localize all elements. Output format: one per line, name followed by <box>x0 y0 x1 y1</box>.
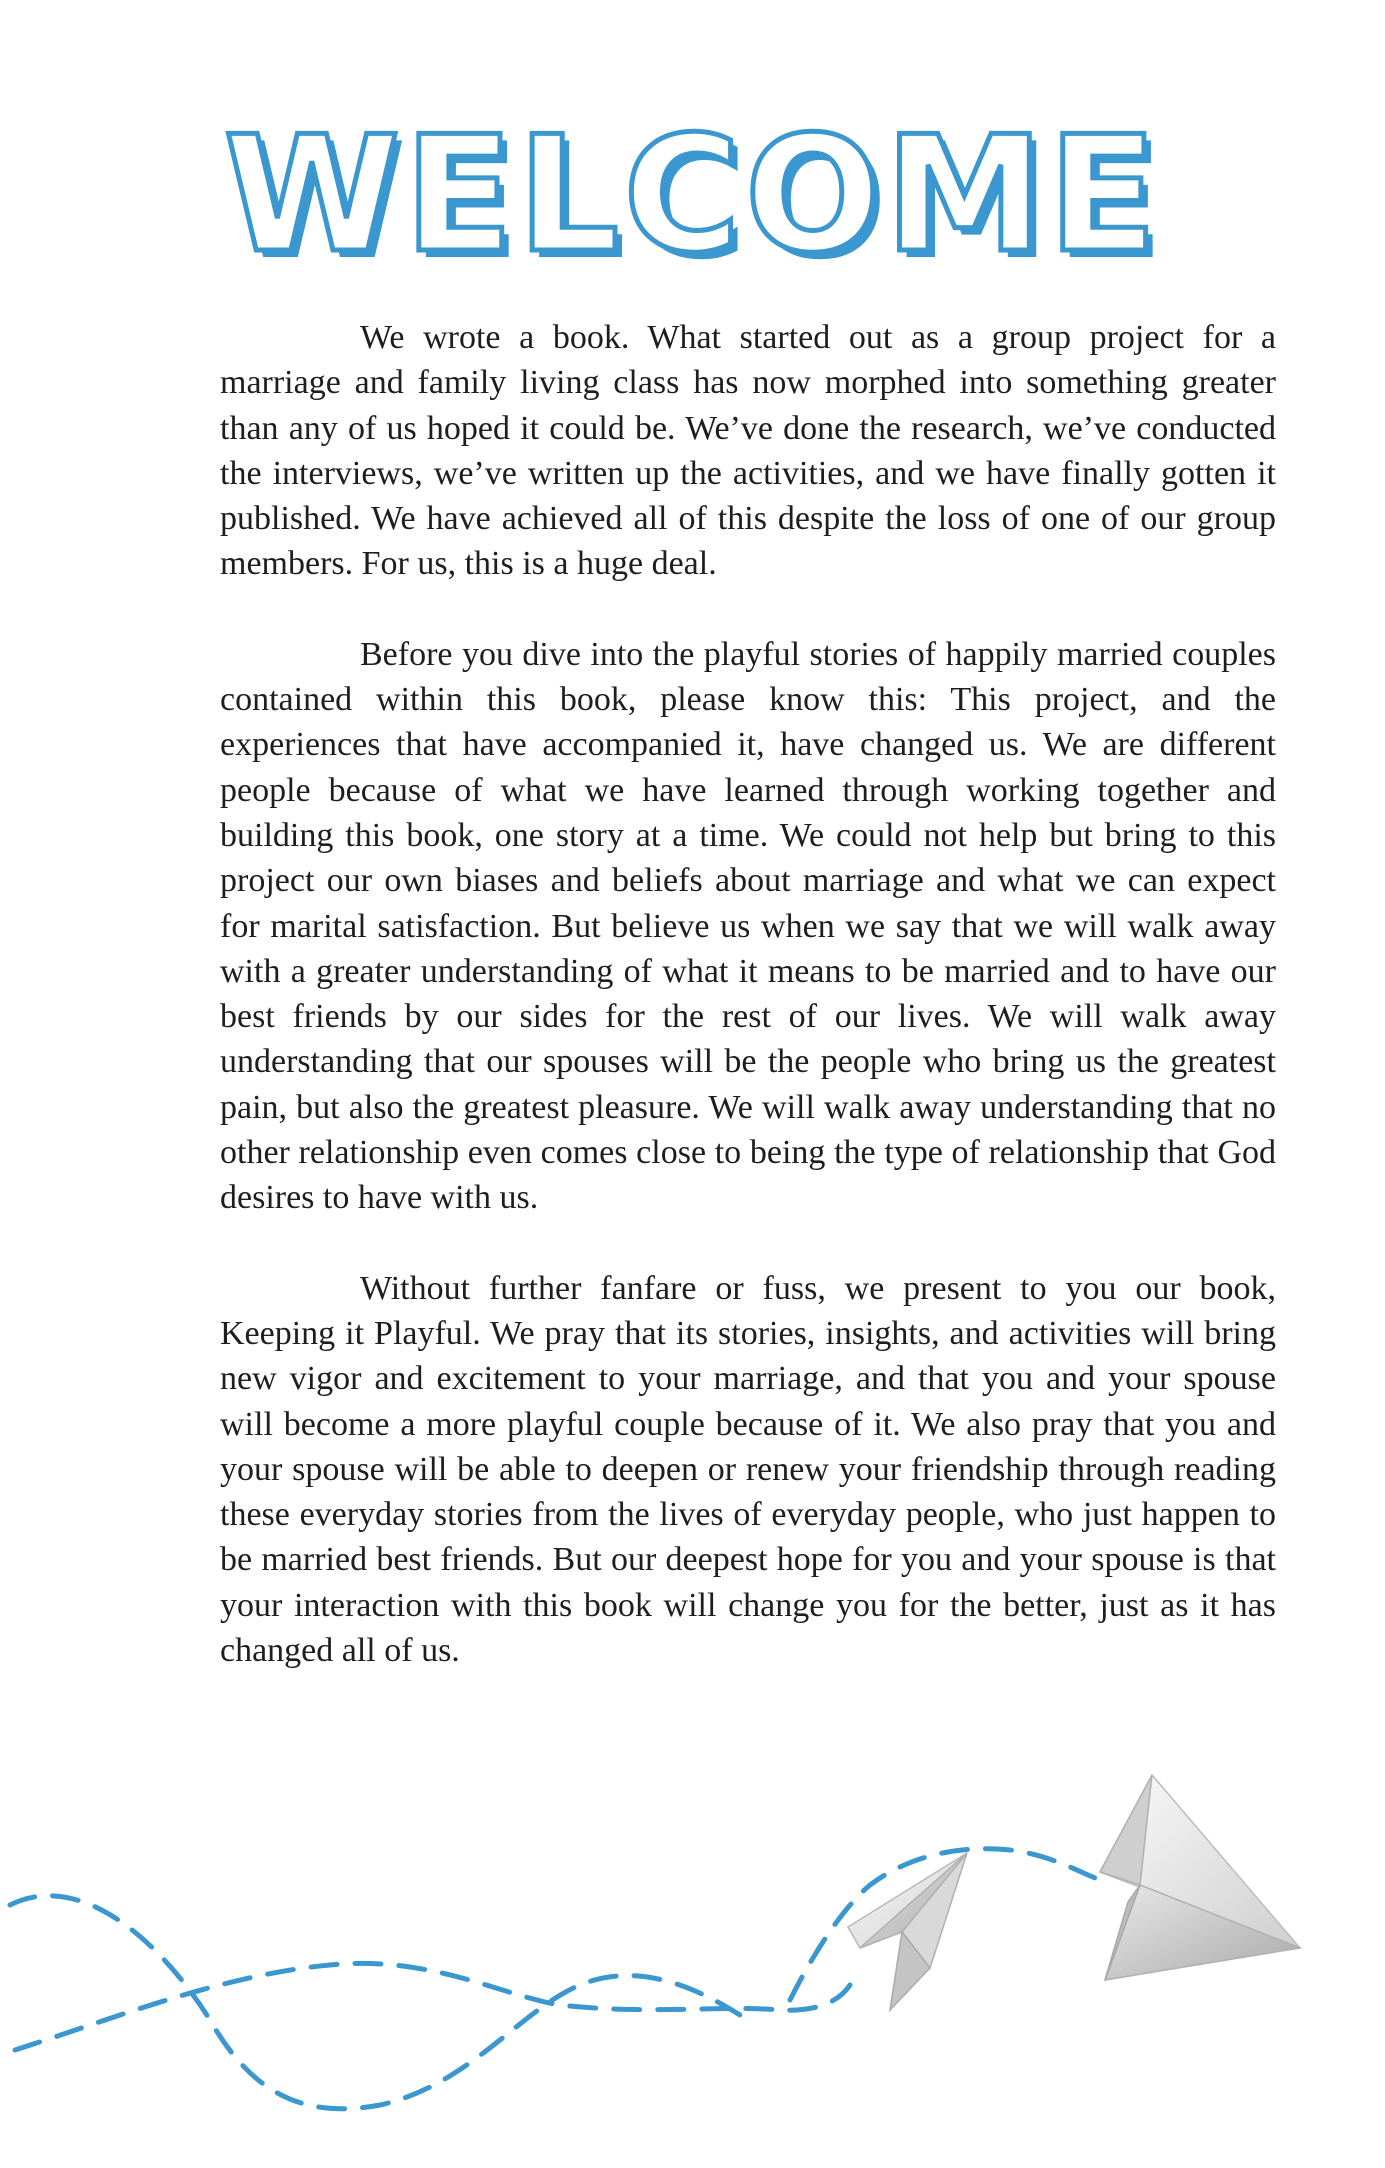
paragraph-3: Without further fanfare or fuss, we present to you our book, Keeping it Playful. We pray that its stories, insights, and activities will bring new vigor and excitement to your marriage, and that you and your spouse will become a more playful couple because of it. We also pray that you and your spouse will be able to deepen or renew your friendship through reading these everyday stories from the lives of everyday people, who just happen to be married best friends. But our deepest hope for you and your spouse is that your interaction with this book will change you for the better, just as it has changed all of us. <box>220 1269 1276 1670</box>
flight-trail-illustration <box>0 1760 1385 2168</box>
page-title: WELCOME <box>223 101 1162 288</box>
paragraph-2: Before you dive into the playful stories of happily married couples contained within this book, please know this: This project, and the experiences that have accompanied it, have changed us. We are different people because of what we have learned through working together and building this book, one story at a time. We could not help but bring to this project our own biases and beliefs about marriage and what we can expect for marital satisfaction. But believe us when we say that we will walk away with a greater understanding of what it means to be married and to have our best friends by our sides for the rest of our lives. We will walk away understanding that our spouses will be the people who bring us the greatest pain, but also the greatest pleasure. We will walk away understanding that no other relationship even comes close to being the type of relationship that God desires to have with us. <box>220 635 1276 1217</box>
paper-plane-icon <box>1100 1775 1300 1980</box>
welcome-body <box>220 315 1276 1718</box>
paragraph-1: We wrote a book. What started out as a group project for a marriage and family living class has now morphed into something greater than any of us hoped it could be. We’ve done the research, we’ve conducted the interviews, we’ve written up the activities, and we have finally gotten it published. We have achieved all of this despite the loss of one of our group members. For us, this is a huge deal. <box>220 319 1276 583</box>
trail-loop-left <box>10 1896 740 2109</box>
paper-plane-icon <box>848 1853 967 2010</box>
trail-lower <box>15 1963 850 2050</box>
